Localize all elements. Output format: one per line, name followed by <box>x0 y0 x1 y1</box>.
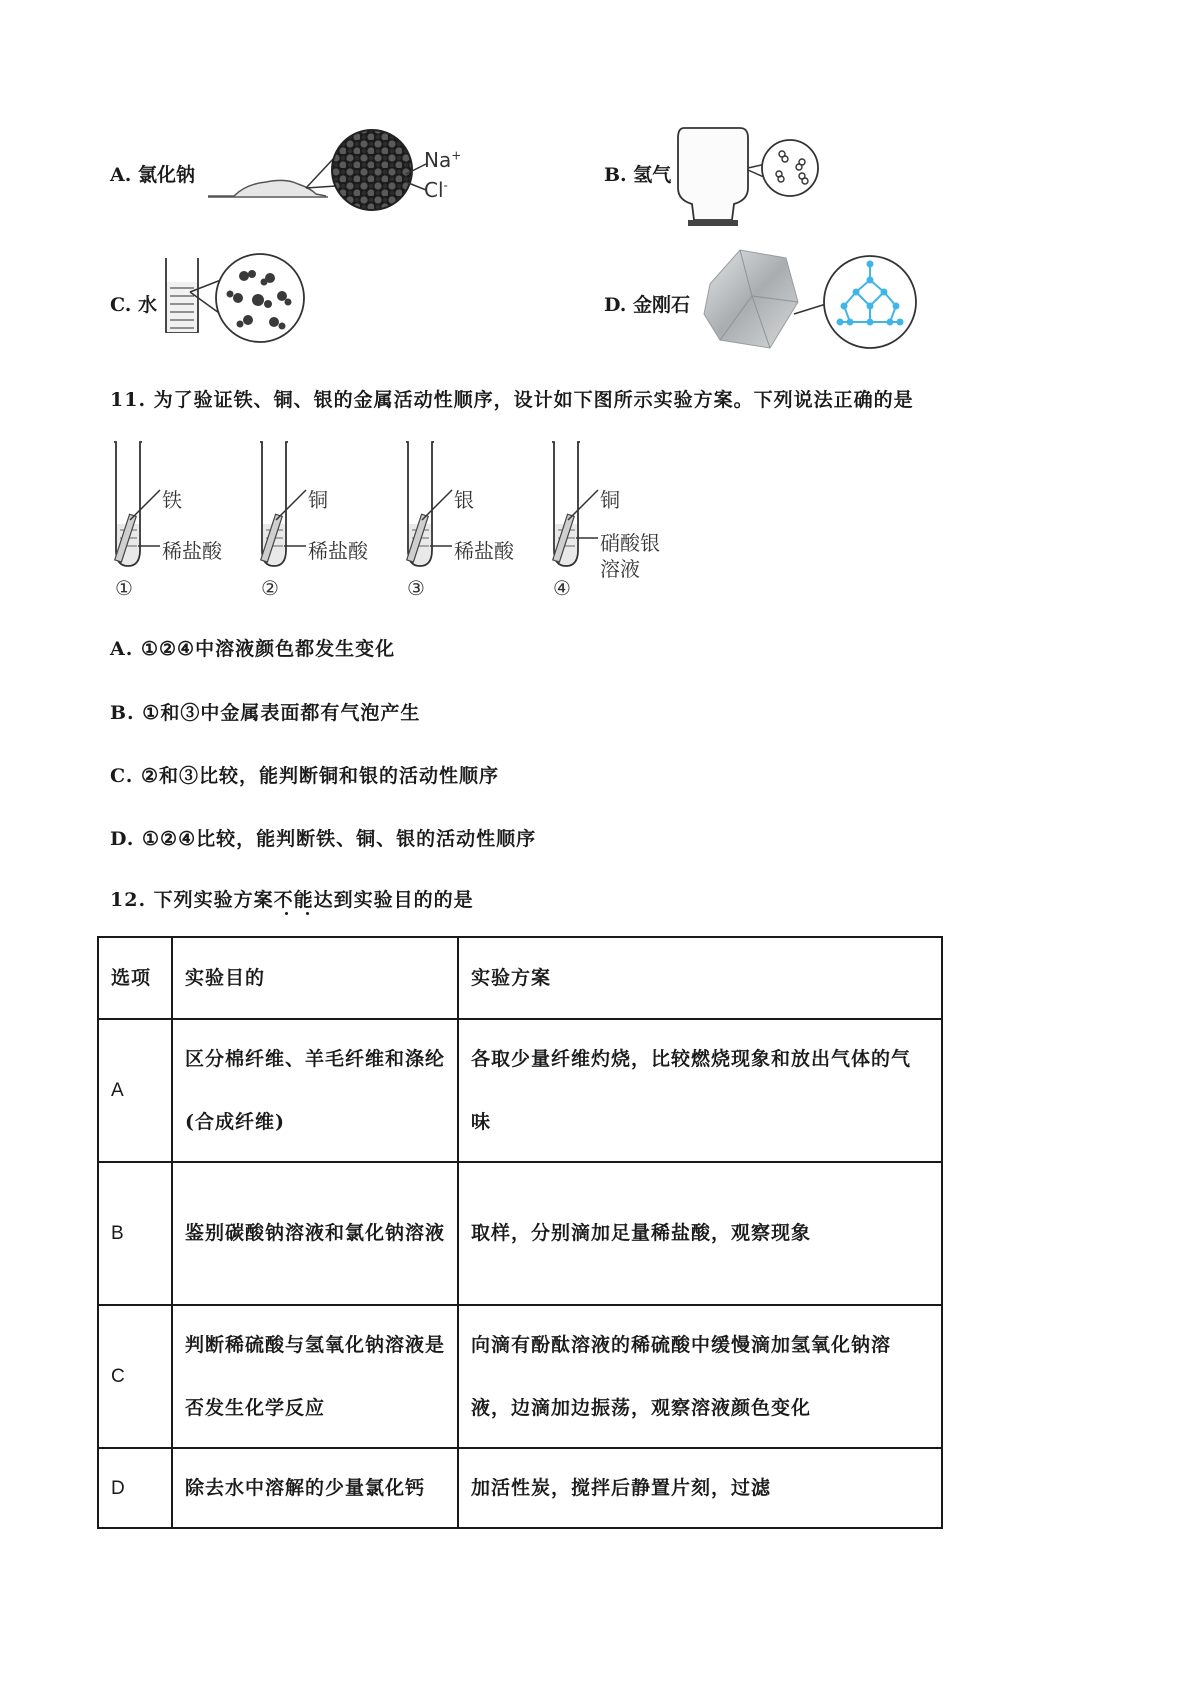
tube-3-number: ③ <box>407 576 425 600</box>
table-header-row <box>98 937 942 1019</box>
tube-2-solution: 稀盐酸 <box>308 539 368 563</box>
q10-option-c-label: C. 水 <box>110 294 158 316</box>
row-method: 各取少量纤维灼烧，比较燃烧现象和放出气体的气味 <box>458 1019 942 1162</box>
tube-1-number: ① <box>115 576 133 600</box>
q10-option-b-label: B. 氢气 <box>604 164 672 186</box>
row-option: A <box>98 1019 172 1162</box>
test-tube-icon <box>546 438 606 574</box>
row-option: B <box>98 1162 172 1305</box>
header-option: 选项 <box>98 937 172 1019</box>
header-purpose: 实验目的 <box>172 937 458 1019</box>
table-row <box>98 1019 942 1162</box>
tube-3-solution: 稀盐酸 <box>454 539 514 563</box>
row-purpose: 判断稀硫酸与氢氧化钠溶液是否发生化学反应 <box>172 1305 458 1448</box>
row-purpose: 区分棉纤维、羊毛纤维和涤纶(合成纤维) <box>172 1019 458 1162</box>
test-tube-icon <box>254 438 314 574</box>
q11-stem: 11. 为了验证铁、铜、银的金属活动性顺序，设计如下图所示实验方案。下列说法正确的是 <box>110 389 914 411</box>
chloride-ion-charge: - <box>443 178 448 193</box>
tube-4-number: ④ <box>553 576 571 600</box>
row-method: 向滴有酚酞溶液的稀硫酸中缓慢滴加氢氧化钠溶液，边滴加边振荡，观察溶液颜色变化 <box>458 1305 942 1448</box>
q11-choice-c: C. ②和③比较，能判断铜和银的活动性顺序 <box>110 765 500 787</box>
experiment-table <box>97 936 943 1529</box>
tube-4-solution-line2: 溶液 <box>600 557 640 581</box>
tube-1-metal: 铁 <box>162 488 182 512</box>
chloride-ion-symbol: Cl <box>424 178 444 202</box>
q10-option-a-label: A. 氯化钠 <box>110 164 195 186</box>
row-option: D <box>98 1448 172 1528</box>
table-row <box>98 1305 942 1448</box>
sodium-ion-charge: + <box>451 148 462 163</box>
tube-2-number: ② <box>261 576 279 600</box>
sodium-ion-label <box>424 148 461 172</box>
row-purpose: 鉴别碳酸钠溶液和氯化钠溶液 <box>172 1162 458 1305</box>
row-method: 取样，分别滴加足量稀盐酸，观察现象 <box>458 1162 942 1305</box>
tube-4-metal: 铜 <box>600 488 620 512</box>
water-beaker-icon <box>160 252 310 348</box>
ion-pointer-lines <box>404 160 428 200</box>
sodium-ion-symbol: Na <box>424 148 452 172</box>
hydrogen-gas-bottle-icon <box>674 124 824 230</box>
table-row <box>98 1162 942 1305</box>
tube-4-solution: 硝酸银 <box>600 531 660 555</box>
test-tube-icon <box>400 438 460 574</box>
row-option: C <box>98 1305 172 1448</box>
q11-choice-d: D. ①②④比较，能判断铁、铜、银的活动性顺序 <box>110 828 537 850</box>
emphasis-dot <box>306 912 309 915</box>
q10-option-d-label: D. 金刚石 <box>604 294 691 316</box>
q11-choice-a: A. ①②④中溶液颜色都发生变化 <box>110 638 396 660</box>
tube-2-metal: 铜 <box>308 488 328 512</box>
row-purpose: 除去水中溶解的少量氯化钙 <box>172 1448 458 1528</box>
table-row <box>98 1448 942 1528</box>
q12-stem: 12. 下列实验方案不能达到实验目的的是 <box>110 889 474 911</box>
emphasis-dot <box>285 912 288 915</box>
header-method: 实验方案 <box>458 937 942 1019</box>
test-tube-icon <box>108 438 168 574</box>
tube-3-metal: 银 <box>454 488 474 512</box>
diamond-crystal-icon <box>700 244 920 356</box>
row-method: 加活性炭，搅拌后静置片刻，过滤 <box>458 1448 942 1528</box>
q11-choice-b: B. ①和③中金属表面都有气泡产生 <box>110 702 421 724</box>
tube-1-solution: 稀盐酸 <box>162 539 222 563</box>
